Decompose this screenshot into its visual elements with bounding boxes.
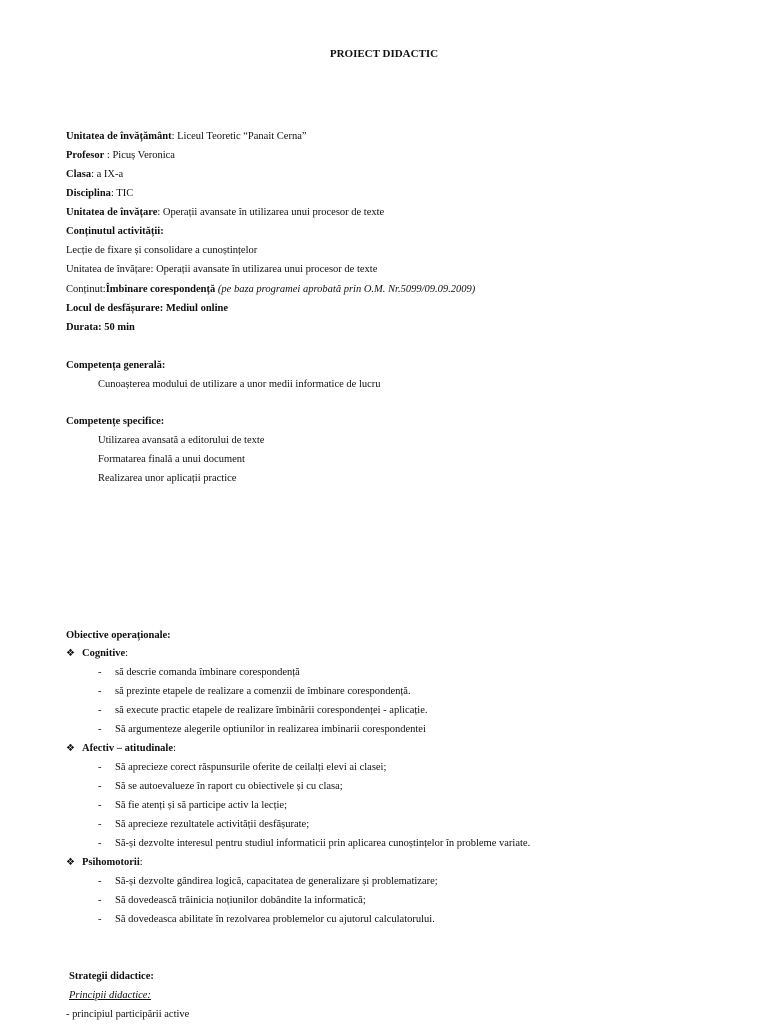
principiu-item: - principiul participării active (66, 1009, 190, 1020)
list-item (98, 667, 300, 678)
dash-bullet: - (98, 800, 102, 811)
list-item-text: să execute practic etapele de realizare îmbinării corespondenței - aplicație. (115, 705, 428, 716)
locul-line (66, 302, 228, 315)
list-item-text: Să argumenteze alegerile optiunilor in realizarea imbinarii corespondentei (115, 724, 426, 735)
clasa-value: : a IX-a (91, 169, 124, 180)
group-label-suffix: : (173, 743, 176, 754)
list-item (98, 800, 287, 811)
profesor-label: Profesor (66, 150, 105, 161)
list-item-text: Să-și dezvolte interesul pentru studiul informaticii prin aplicarea cunoștințelor în probleme variate. (115, 838, 531, 849)
continut-topic: Îmbinare corespondență (105, 284, 216, 295)
locul-value: : Mediul online (159, 303, 228, 314)
group-label: Psihomotorii (82, 857, 140, 868)
list-item-text: Să aprecieze rezultatele activității desfășurate; (115, 819, 310, 830)
unitate-invatare-label: Unitatea de învățare (66, 207, 158, 218)
list-item-text: Să dovedească trăinicia noțiunilor dobândite la informatică; (115, 895, 366, 906)
list-item (98, 686, 411, 697)
list-item (98, 724, 426, 735)
competenta-generala-text: Cunoașterea modului de utilizare a unor medii informatice de lucru (98, 379, 381, 390)
list-item (98, 895, 366, 906)
diamond-bullet-icon: ❖ (66, 648, 75, 659)
dash-bullet: - (98, 724, 102, 735)
competenta-specifica-3: Realizarea unor aplicații practice (98, 473, 237, 484)
durata-line: Durata: 50 min (66, 322, 135, 333)
list-item (98, 705, 428, 716)
clasa-label: Clasa (66, 169, 92, 180)
disciplina-label: Disciplina (66, 188, 111, 199)
dash-bullet: - (98, 705, 102, 716)
list-item (98, 838, 530, 849)
group-label: Cognitive (82, 648, 126, 659)
dash-bullet: - (98, 895, 102, 906)
principii-heading: Principii didactice: (69, 990, 151, 1001)
group-label-suffix: : (139, 857, 143, 868)
clasa-line (66, 168, 123, 181)
disciplina-line (66, 187, 133, 200)
unitate-invatare-line (66, 206, 384, 219)
list-item-text: să descrie comanda îmbinare corespondență (115, 667, 300, 678)
continut-reference: (pe baza programei aprobată prin O.M. Nr.5099/09.09.2009) (215, 284, 476, 295)
list-item (98, 876, 438, 887)
disciplina-value: : TIC (110, 188, 134, 199)
list-item (98, 914, 435, 925)
list-item (98, 781, 343, 792)
list-item (98, 762, 386, 773)
dash-bullet: - (98, 686, 102, 697)
diamond-bullet-icon: ❖ (66, 857, 75, 868)
dash-bullet: - (98, 781, 102, 792)
group-afectiv (66, 743, 176, 754)
group-label-suffix: : (125, 648, 129, 659)
list-item (98, 819, 309, 830)
unitate-invatare-value: : Operații avansate în utilizarea unui procesor de texte (157, 207, 385, 218)
diamond-bullet-icon: ❖ (66, 743, 75, 754)
competenta-specifica-2: Formatarea finală a unui document (98, 454, 245, 465)
group-cognitive (66, 648, 128, 659)
obiective-heading: Obiective operaționale: (66, 630, 171, 641)
list-item-text: Să fie atenți și să participe activ la lecție; (115, 800, 288, 811)
dash-bullet: - (98, 762, 102, 773)
dash-bullet: - (98, 667, 102, 678)
dash-bullet: - (98, 819, 102, 830)
unitate-value: : Liceul Teoretic “Panait Cerna” (171, 131, 307, 142)
unitate-label: Unitatea de învățământ (66, 131, 172, 142)
unitate-line (66, 130, 307, 143)
competenta-generala-heading: Competența generală: (66, 360, 166, 371)
strategii-heading: Strategii didactice: (69, 971, 154, 982)
document-title: PROIECT DIDACTIC (329, 48, 439, 60)
list-item-text: Să aprecieze corect răspunsurile oferite de ceilalți elevi ai clasei; (115, 762, 387, 773)
dash-bullet: - (98, 914, 102, 925)
continut-line-3 (66, 283, 475, 296)
continut-line-2: Unitatea de învățare: Operații avansate în utilizarea unui procesor de texte (66, 264, 378, 275)
continut-prefix: Conținut: (66, 284, 106, 295)
locul-label: Locul de desfășurare (66, 303, 160, 314)
continut-line-1: Lecție de fixare și consolidare a cunoștințelor (66, 245, 258, 256)
competente-specifice-heading: Competențe specifice: (66, 416, 165, 427)
continut-heading: Conținutul activității: (66, 226, 164, 237)
dash-bullet: - (98, 876, 102, 887)
list-item-text: să prezinte etapele de realizare a comenzii de îmbinare corespondență. (115, 686, 411, 697)
group-psihomotorii (66, 857, 143, 868)
group-label: Afectiv – atitudinale (82, 743, 173, 754)
list-item-text: Să se autoevalueze în raport cu obiectivele și cu clasa; (115, 781, 343, 792)
list-item-text: Să dovedeasca abilitate în rezolvarea problemelor cu ajutorul calculatorului. (115, 914, 435, 925)
competenta-specifica-1: Utilizarea avansată a editorului de texte (98, 435, 265, 446)
dash-bullet: - (98, 838, 102, 849)
profesor-value: : Picuș Veronica (104, 150, 175, 161)
list-item-text: Să-și dezvolte gândirea logică, capacitatea de generalizare și problematizare; (115, 876, 438, 887)
profesor-line (66, 149, 175, 162)
